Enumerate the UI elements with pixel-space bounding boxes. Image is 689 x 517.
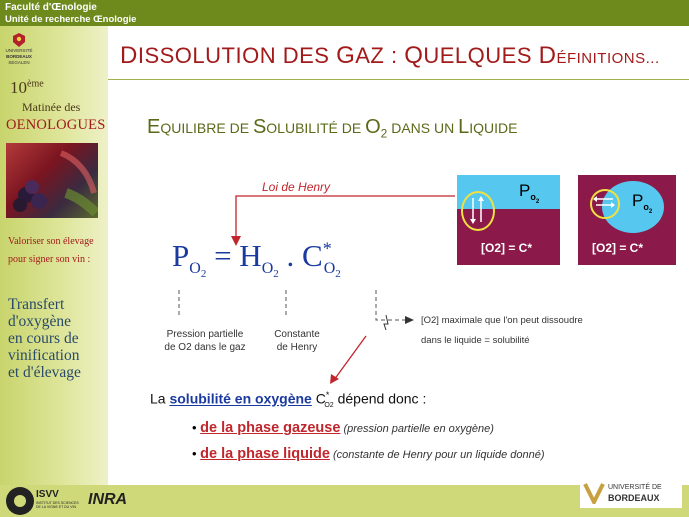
bullet2-italic: (constante de Henry pour un liquide donné) — [329, 449, 545, 461]
box1-concentration: [O2] = C* — [481, 241, 533, 255]
box1-p: P — [519, 181, 531, 200]
topic-line: vinification — [8, 347, 80, 364]
title-rest: UELQUES — [423, 43, 539, 68]
eq-h: H — [239, 238, 262, 273]
bullet-gas-phase: • de la phase gazeuse (pression partielle en oxygène) — [192, 420, 494, 436]
solubility-def-label: dans le liquide = solubilité — [421, 335, 530, 346]
ub-line1: UNIVERSITÉ DE — [608, 484, 662, 491]
gas-pressure-label — [519, 181, 539, 205]
solubility-red-arrow — [334, 336, 366, 380]
solubility-statement — [150, 390, 426, 409]
title-cap: D — [538, 42, 557, 69]
title-rest: AZ : — [355, 43, 405, 68]
subtitle-rest: OLUBILITÉ DE — [266, 120, 366, 136]
bubble-pressure-label — [632, 191, 652, 215]
sol-pre: La — [150, 390, 170, 407]
eq-c-sub: O — [323, 260, 336, 278]
isvv-label: ISVV — [36, 489, 59, 500]
title-cap: G — [336, 42, 356, 69]
eq-c-sub2: 2 — [335, 268, 341, 281]
uni-logo-line2: BORDEAUX — [6, 54, 32, 59]
edition-suffix: ème — [27, 78, 44, 90]
topic-line: et d'élevage — [8, 364, 81, 381]
matinee-label: Matinée des — [22, 100, 81, 114]
exchange-arrows-icon — [465, 195, 489, 225]
box1-p-sub: o — [530, 192, 536, 203]
max-dissolved-label: [O2] maximale que l'on peut dissoudre — [421, 315, 583, 326]
constante-line1: Constante — [274, 329, 320, 340]
eq-c: C — [302, 238, 323, 273]
box2-p-sub: o — [643, 202, 649, 213]
title-cap: Q — [404, 42, 424, 69]
eq-equals: = — [206, 238, 240, 273]
constante-label — [262, 328, 332, 354]
subtitle-cap: L — [458, 116, 470, 138]
henry-arrow — [236, 196, 455, 238]
box1-p-sub2: 2 — [535, 199, 540, 206]
henry-law-label: Loi de Henry — [262, 180, 331, 194]
uni-logo-line1: UNIVERSITÉ — [5, 48, 33, 53]
subtitle-rest: DANS UN — [387, 120, 459, 136]
faculty-name: Faculté d'Œnologie — [5, 2, 97, 13]
eq-dot: . — [278, 238, 302, 273]
subtitle-rest: QUILIBRE DE — [160, 120, 253, 136]
isvv-logo-icon — [6, 487, 34, 515]
edition-number: 10 — [10, 78, 27, 97]
henry-equation — [172, 238, 341, 280]
subtitle-cap: S — [252, 116, 267, 138]
sol-sub: O2 — [324, 402, 334, 410]
box2-p: P — [632, 191, 644, 210]
subtitle-o2-sub: 2 — [380, 126, 388, 141]
box2-p-sub2: 2 — [648, 209, 653, 216]
eq-p-sub2: 2 — [200, 268, 207, 281]
pression-line2: de O2 dans le gaz — [164, 342, 246, 353]
solubility-leader — [376, 290, 405, 320]
isvv-subtitle: INSTITUT DES SCIENCES DE LA VIGNE ET DU VIN — [36, 501, 79, 509]
oenologues-label: OENOLOGUES — [6, 117, 106, 133]
uni-logo-line3: SEGALEN — [8, 60, 30, 65]
title-cap: D — [120, 42, 138, 69]
bullet1-red: de la phase gazeuse — [200, 420, 341, 436]
subtitle-cap: E — [147, 116, 161, 138]
gas-liquid-equilibrium-box — [457, 175, 560, 265]
pression-line1: Pression partielle — [166, 329, 244, 340]
bubble-equilibrium-box — [578, 175, 676, 265]
ub-logo — [580, 480, 682, 508]
topic-line: Transfert — [8, 296, 65, 313]
sol-c: C — [311, 390, 326, 407]
subtitle-o2: O — [365, 116, 381, 138]
eq-h-sub: O — [261, 260, 274, 278]
eq-h-sub2: 2 — [273, 268, 279, 281]
title-rest: ISSOLUTION DES — [137, 43, 337, 68]
topic-line: d'oxygène — [8, 313, 72, 330]
solubility-arrowhead — [405, 316, 414, 324]
tagline-line2: pour signer son vin : — [8, 254, 91, 265]
topic-line: en cours de — [8, 330, 79, 347]
pression-label — [150, 328, 260, 354]
title-rest: ÉFINITIONS... — [556, 50, 660, 67]
ub-v-icon — [583, 482, 605, 504]
constante-line2: de Henry — [276, 342, 318, 353]
ub-line2: BORDEAUX — [608, 493, 660, 503]
inra-logo: INRA — [88, 491, 128, 508]
exchange-arrows-icon — [593, 194, 615, 210]
sol-post: dépend donc : — [333, 390, 427, 407]
sol-highlight: solubilité en oxygène — [169, 390, 312, 407]
subtitle-rest: IQUIDE — [469, 120, 518, 136]
sol-sup: * — [325, 390, 330, 400]
hand-cursor-icon — [384, 315, 388, 330]
eq-c-sup: * — [322, 238, 332, 259]
bullet-liquid-phase: • de la phase liquide (constante de Henry pour un liquide donné) — [192, 446, 545, 462]
unit-name: Unité de recherche Œnologie — [5, 14, 137, 25]
box2-concentration: [O2] = C* — [592, 241, 644, 255]
bullet1-italic: (pression partielle en oxygène) — [340, 423, 494, 435]
eq-p: P — [172, 238, 190, 273]
eq-p-sub: O — [189, 260, 201, 278]
bullet2-red: de la phase liquide — [200, 446, 330, 462]
tagline-line1: Valoriser son élevage — [8, 236, 94, 247]
